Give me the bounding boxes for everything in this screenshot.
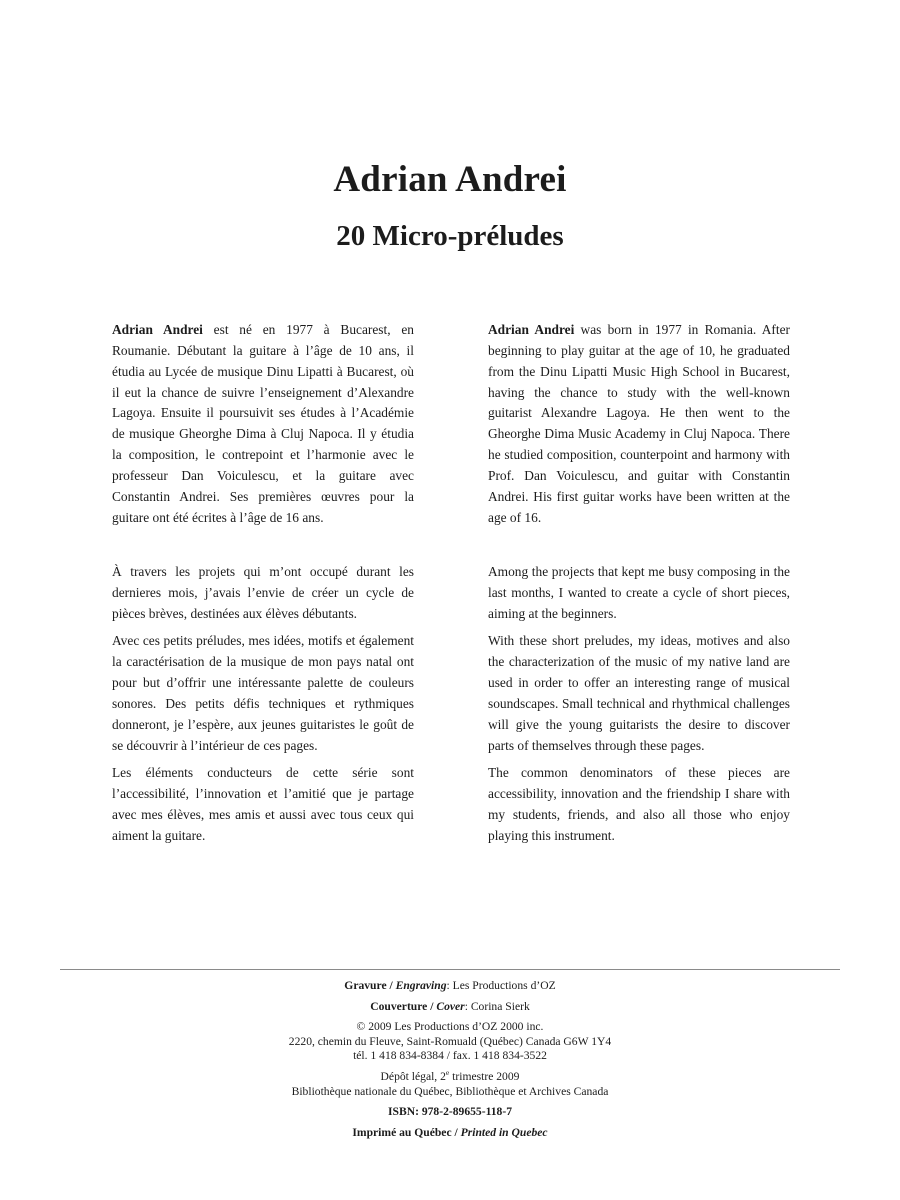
english-bio (488, 320, 790, 528)
printed-in-line (0, 1126, 900, 1141)
author-name: Adrian Andrei (333, 159, 567, 200)
printed-en: Printed in Quebec (460, 1125, 548, 1139)
printed-fr: Imprimé au Québec / (352, 1125, 461, 1139)
engraving-label-fr: Gravure / (344, 979, 396, 992)
french-column (112, 320, 414, 853)
cover-label-en: Cover (436, 999, 465, 1013)
engraving-credit (0, 979, 900, 994)
work-title: 20 Micro-préludes (336, 220, 564, 252)
english-column (488, 320, 790, 853)
cover-value: : Corina Sierk (464, 999, 530, 1013)
phone-fax-line: tél. 1 418 834-8384 / fax. 1 418 834-3522 (353, 1049, 547, 1063)
isbn-line (0, 1105, 900, 1120)
libraries-line: Bibliothèque nationale du Québec, Bibliothèque et Archives Canada (291, 1084, 609, 1098)
engraving-value: : Les Productions d’OZ (446, 979, 556, 992)
french-paragraph-2: Avec ces petits préludes, mes idées, motifs et également la caractérisation de la musique de mon pays natal ont pour but d’offrir une intéressante palette de couleurs sonores. Des petits défis techniques et rythmiques donneront, je l’espère, aux jeunes guitaristes le goût de se découvrir à l’intérieur de ces pages. (112, 633, 414, 753)
engraving-label-en: Engraving (395, 979, 447, 992)
legal-deposit-prefix: Dépôt légal, 2 (380, 1069, 446, 1083)
legal-deposit-line (0, 1070, 900, 1085)
french-paragraph-1: À travers les projets qui m’ont occupé durant les dernieres mois, j’avais l’envie de créer un cycle de pièces brèves, destinées aux élèves débutants. (112, 564, 414, 622)
english-bio-text: was born in 1977 in Romania. After beginning to play guitar at the age of 10, he graduated from the Dinu Lipatti Music High School in Bucarest, having the chance to study with the well-known guitarist Alexandre Lagoya. He then went to the Gheorghe Dima Music Academy in Cluj Napoca. There he studied composition, counterpoint and harmony with Prof. Dan Voiculescu, and guitar with Constantin Andrei. His first guitar works have been written at the age of 16. (488, 322, 790, 525)
english-paragraph-3: The common denominators of these pieces are accessibility, innovation and the friendship I share with my students, friends, and also all those who enjoy playing this instrument. (488, 765, 790, 843)
french-paragraph-3: Les éléments conducteurs de cette série sont l’accessibilité, l’innovation et l’amitié que je partage avec mes élèves, mes amis et aussi avec tous ceux qui aiment la guitare. (112, 765, 414, 843)
copyright-line: © 2009 Les Productions d’OZ 2000 inc. (356, 1020, 544, 1034)
colophon (0, 979, 900, 1140)
french-bio-name: Adrian Andrei (112, 322, 203, 337)
cover-label-fr: Couverture / (370, 999, 437, 1013)
cover-credit (0, 1000, 900, 1015)
legal-deposit-suffix: trimestre 2009 (449, 1069, 520, 1083)
isbn: ISBN: 978-2-89655-118-7 (388, 1105, 512, 1119)
french-bio-text: est né en 1977 à Bucarest, en Roumanie. Débutant la guitare à l’âge de 10 ans, il étudia au Lycée de musique Dinu Lipatti à Bucarest, où il eut la chance de suivre l’enseignement d’Alexandre Lagoya. Ensuite il poursuivit ses études à l’Académie de musique Gheorghe Dima à Cluj Napoca. Il y étudia la composition, le contrepoint et l’harmonie avec le professeur Dan Voiculescu, et la guitare avec Constantin Andrei. Ses premières œuvres pour la guitare ont été écrites à l’âge de 16 ans. (112, 322, 414, 525)
legal-deposit-sup: e (445, 1068, 450, 1078)
address-line: 2220, chemin du Fleuve, Saint-Romuald (Québec) Canada G6W 1Y4 (288, 1034, 612, 1048)
footer-divider (60, 969, 840, 970)
english-paragraph-2: With these short preludes, my ideas, motives and also the characterization of the music of my native land are used in order to offer an interesting range of musical soundscapes. Small technical and rhythmical challenges will give the young guitarists the desire to discover parts of themselves through these pages. (488, 633, 790, 753)
french-bio (112, 320, 414, 528)
english-bio-name: Adrian Andrei (488, 322, 575, 337)
english-paragraph-1: Among the projects that kept me busy composing in the last months, I wanted to create a cycle of short pieces, aiming at the beginners. (488, 564, 790, 622)
